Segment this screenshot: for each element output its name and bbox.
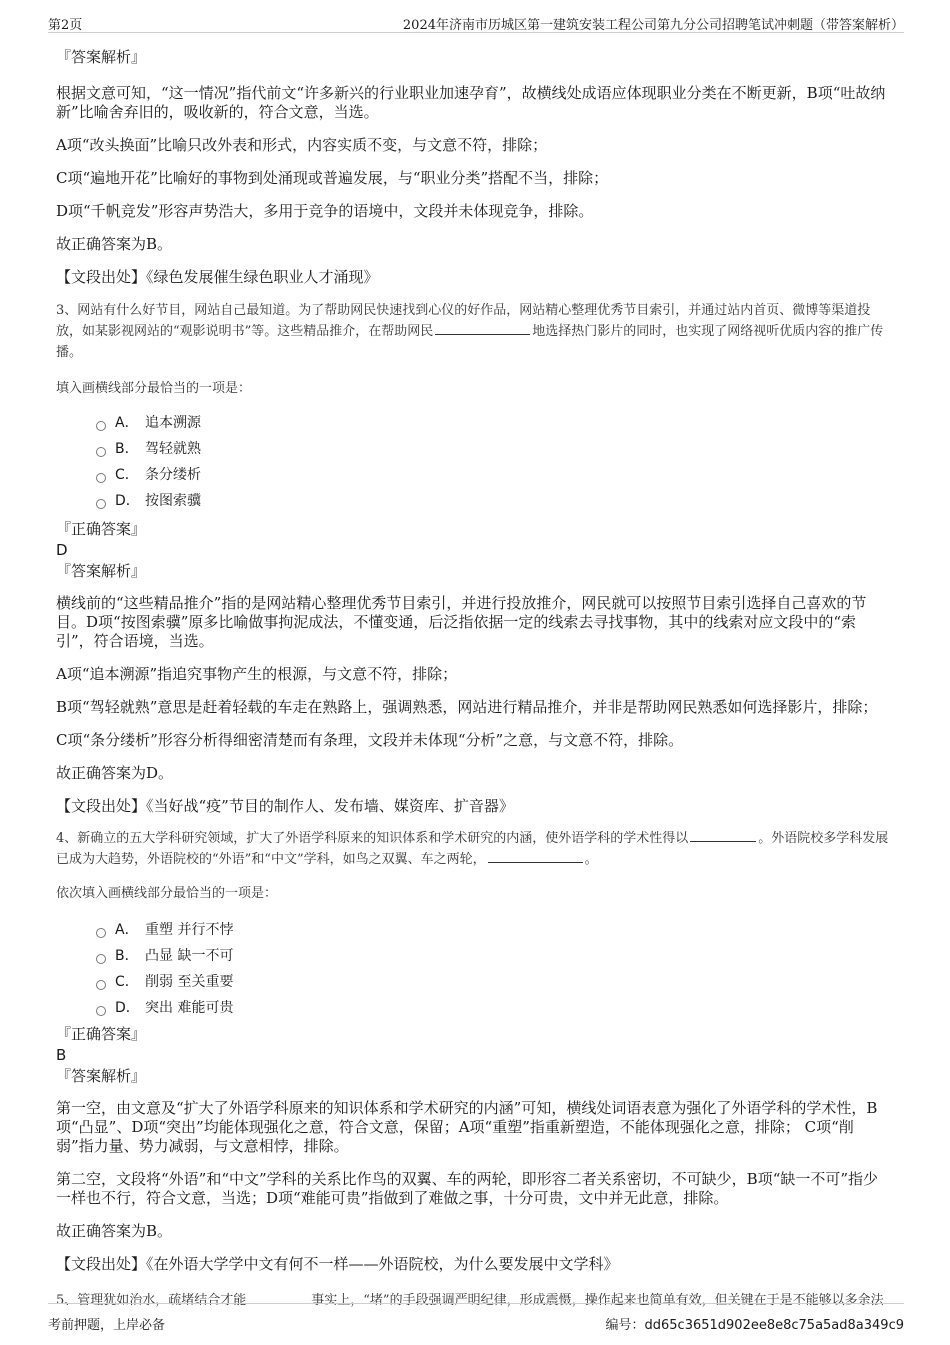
q2-analysis-p2: A项“改头换面”比喻只改外表和形式，内容实质不变，与文意不符，排除；: [56, 136, 548, 154]
q3-correct-answer: D: [56, 541, 68, 559]
q3-blank: [435, 322, 530, 335]
document-body: [56, 44, 890, 1308]
q3-stem: 3、网站有什么好节目，网站自己最知道。为了帮助网民快速找到心仪的好作品，网站精心整理优秀节目索引，并通过站内首页、微博等渠道投放，如某影视网站的“观影说明书”等。这些精品推介，在帮助网民 地选择热门影片的同时，也实现了网络视听优质内容的推广传播。: [56, 303, 884, 360]
page-number: 第2页: [48, 18, 83, 33]
q3-analysis-p3: B项“驾轻就熟”意思是赶着轻载的车走在熟路上，强调熟悉，网站进行精品推介，并非是帮助网民熟悉如何选择影片，排除；: [56, 698, 878, 716]
q3-option-c[interactable]: C． 条分缕析: [96, 462, 890, 488]
q3-option-b[interactable]: B． 驾轻就熟: [96, 436, 890, 462]
q4-correct-label: 『正确答案』: [56, 1025, 147, 1043]
q4-analysis-p2: 第二空，文段将“外语”和“中文”学科的关系比作鸟的双翼、车的两轮，即形容二者关系密切，不可缺少，B项“缺一不可”指少一样也不行，符合文意，当选；D项“难能可贵”指做到了难做之事，十分可贵，文中并无此意，排除。: [56, 1170, 879, 1207]
q4-blank-1: [690, 829, 756, 842]
radio-icon[interactable]: [96, 980, 106, 990]
radio-icon[interactable]: [96, 473, 106, 483]
q2-analysis-p3: C项“遍地开花”比喻好的事物到处涌现或普遍发展，与“职业分类”搭配不当，排除；: [56, 169, 609, 187]
document-code: 编号：dd65c3651d902ee8e8c75a5ad8a349c9: [605, 1318, 904, 1333]
q2-analysis-p4: D项“千帆竞发”形容声势浩大，多用于竞争的语境中，文段并未体现竞争，排除。: [56, 202, 594, 220]
q2-source: 【文段出处】《绿色发展催生绿色职业人才涌现》: [56, 268, 379, 286]
q4-prompt: 依次填入画横线部分最恰当的一项是：: [56, 886, 278, 901]
q4-stem: 4、新确立的五大学科研究领域，扩大了外语学科原来的知识体系和学术研究的内涵，使外语学科的学术性得以 。外语院校多学科发展已成为大趋势，外语院校的“外语”和“中文”学科，如鸟之双翼、车之两轮， 。: [56, 831, 889, 867]
footer-slogan: 考前押题，上岸必备: [48, 1318, 166, 1333]
q4-options: [56, 917, 890, 1021]
radio-icon[interactable]: [96, 447, 106, 457]
q4-analysis-label: 『答案解析』: [56, 1067, 147, 1085]
q4-conclusion: 故正确答案为B。: [56, 1222, 173, 1240]
page-footer: [48, 1303, 904, 1334]
q5-stem-partial: 5、管理犹如治水，疏堵结合才能 事实上，“堵”的手段强调严明纪律，形成震慑，操作起来也简单有效，但关键在于是不能够以多余法: [56, 1293, 884, 1308]
radio-icon[interactable]: [96, 421, 106, 431]
q3-source: 【文段出处】《当好战“疫”节目的制作人、发布墙、媒资库、扩音器》: [56, 797, 514, 815]
q4-analysis-p1: 第一空，由文意及“扩大了外语学科原来的知识体系和学术研究的内涵”可知，横线处词语表意为强化了外语学科的学术性，B项“凸显”、D项“突出”均能体现强化之意，符合文意，保留；A项“重塑”指重新塑造，不能体现强化之意，排除； C项“削弱”指力量、势力减弱，与文意相悖，排除。: [56, 1099, 878, 1155]
q2-analysis-label: 『答案解析』: [56, 48, 147, 66]
q4-option-c[interactable]: C． 削弱 至关重要: [96, 969, 890, 995]
q3-option-a[interactable]: A． 追本溯源: [96, 410, 890, 436]
q2-conclusion: 故正确答案为B。: [56, 235, 173, 253]
q3-option-d[interactable]: D． 按图索骥: [96, 488, 890, 514]
q2-analysis-p1: 根据文意可知，“这一情况”指代前文“许多新兴的行业职业加速孕育”，故横线处成语应体现职业分类在不断更新，B项“吐故纳新”比喻舍弃旧的，吸收新的，符合文意，当选。: [56, 84, 886, 121]
document-title: 2024年济南市历城区第一建筑安装工程公司第九分公司招聘笔试冲刺题（带答案解析）: [402, 18, 904, 33]
q3-correct-label: 『正确答案』: [56, 520, 147, 538]
q4-option-b[interactable]: B． 凸显 缺一不可: [96, 943, 890, 969]
q4-option-a[interactable]: A． 重塑 并行不悖: [96, 917, 890, 943]
q4-blank-2: [488, 850, 583, 863]
q3-analysis-label: 『答案解析』: [56, 562, 147, 580]
radio-icon[interactable]: [96, 1006, 106, 1016]
radio-icon[interactable]: [96, 499, 106, 509]
q4-source: 【文段出处】《在外语大学学中文有何不一样——外语院校，为什么要发展中文学科》: [56, 1255, 619, 1273]
q3-conclusion: 故正确答案为D。: [56, 764, 174, 782]
q3-analysis-p4: C项“条分缕析”形容分析得细密清楚而有条理，文段并未体现“分析”之意，与文意不符，排除。: [56, 731, 684, 749]
q4-correct-answer: B: [56, 1046, 67, 1064]
page-header: [48, 12, 904, 33]
q3-analysis-p1: 横线前的“这些精品推介”指的是网站精心整理优秀节目索引，并进行投放推介，网民就可以按照节目索引选择自己喜欢的节目。D项“按图索骥”原多比喻做事拘泥成法，不懂变通，后泛指依据一定的线索去寻找事物，其中的线索对应文段中的“索引”，符合语境，当选。: [56, 594, 867, 650]
q4-option-d[interactable]: D． 突出 难能可贵: [96, 995, 890, 1021]
q3-options: [56, 410, 890, 514]
radio-icon[interactable]: [96, 928, 106, 938]
q3-prompt: 填入画横线部分最恰当的一项是：: [56, 381, 252, 396]
radio-icon[interactable]: [96, 954, 106, 964]
q3-analysis-p2: A项“追本溯源”指追究事物产生的根源，与文意不符，排除；: [56, 665, 458, 683]
